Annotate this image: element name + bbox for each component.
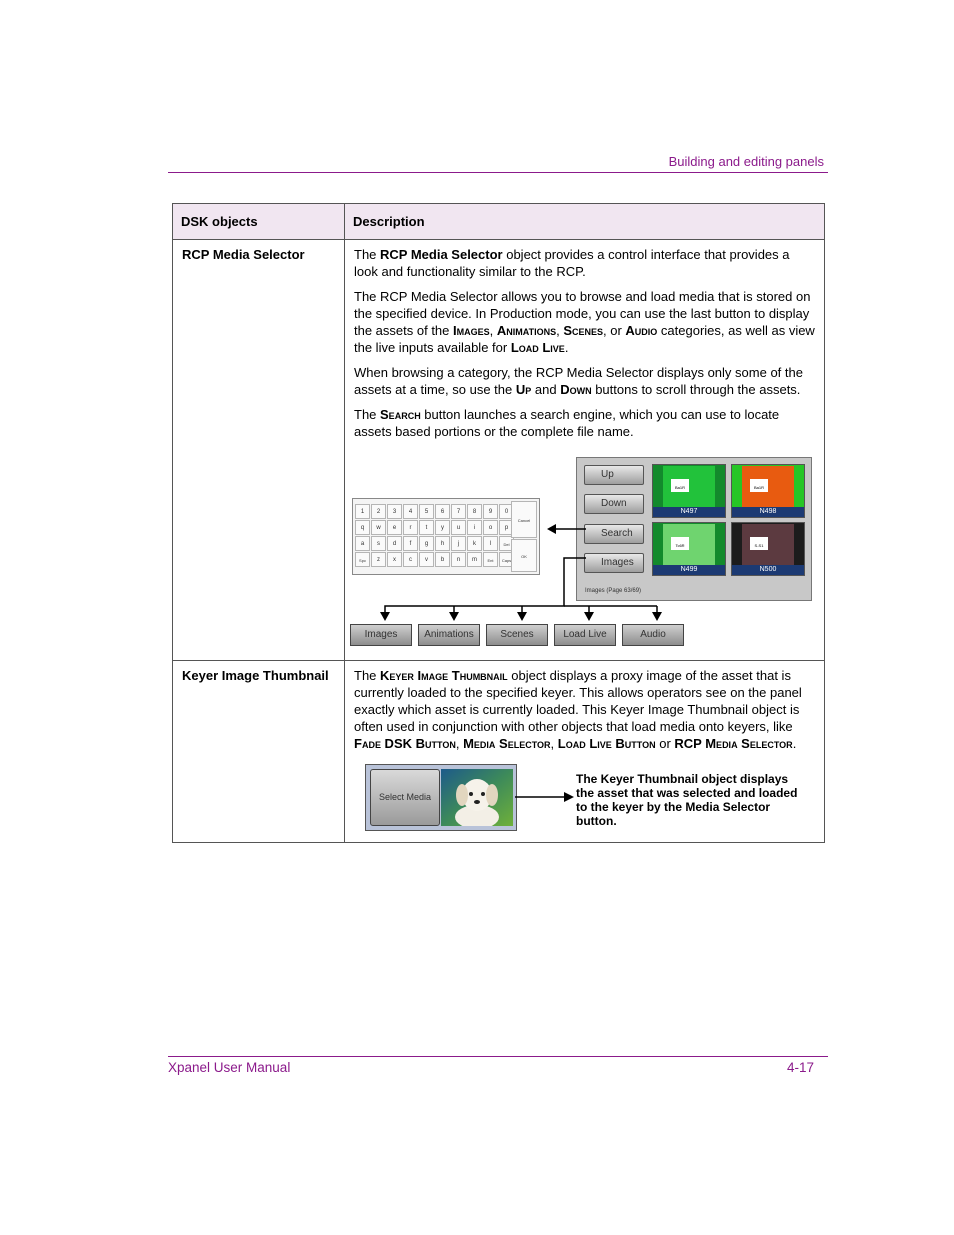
keyboard-key[interactable]: b <box>435 552 450 567</box>
keyboard-key[interactable]: m <box>467 552 482 567</box>
keyboard-key[interactable]: q <box>355 520 370 535</box>
keyboard-key[interactable]: 0 <box>499 504 514 519</box>
keyboard-key[interactable]: o <box>483 520 498 535</box>
arrow-head <box>584 612 594 621</box>
keyboard-key[interactable]: j <box>451 536 466 551</box>
object-description <box>345 240 825 661</box>
animations-category-button[interactable]: Animations <box>418 624 480 646</box>
scenes-category-button[interactable]: Scenes <box>486 624 548 646</box>
table-row <box>173 240 825 661</box>
rcp-media-selector-figure <box>354 452 816 652</box>
object-description <box>345 661 825 843</box>
images-category-button[interactable]: Images <box>350 624 412 646</box>
keyboard-key[interactable]: Spc <box>355 552 370 567</box>
keyboard-key[interactable]: 9 <box>483 504 498 519</box>
description-paragraph: When browsing a category, the RCP Media Selector displays only some of the assets at a time, so use the Up and Down buttons to scroll through the assets. <box>354 365 803 397</box>
description-paragraph: The Search button launches a search engine, which you can use to locate assets based portions or the complete file name. <box>354 407 780 439</box>
thumbnail-label: N498 <box>732 507 804 517</box>
thumbnail-tag: Ba1R <box>750 479 768 492</box>
down-button[interactable]: Down <box>584 494 644 514</box>
keyboard-key[interactable]: 8 <box>467 504 482 519</box>
ok-key[interactable]: OK <box>511 539 537 572</box>
select-media-button[interactable]: Select Media <box>370 769 440 826</box>
keyboard-key[interactable]: t <box>419 520 434 535</box>
keyboard-key[interactable]: a <box>355 536 370 551</box>
keyboard-key[interactable]: l <box>483 536 498 551</box>
thumbnail-tag: S-S1 <box>750 537 768 550</box>
keyboard-key[interactable]: v <box>419 552 434 567</box>
keyboard-key[interactable]: Del <box>499 536 514 551</box>
header-rule <box>168 172 828 173</box>
keyboard-key[interactable]: i <box>467 520 482 535</box>
object-name: RCP Media Selector <box>173 240 345 661</box>
keyboard-key[interactable]: g <box>419 536 434 551</box>
keyboard-key[interactable]: y <box>435 520 450 535</box>
thumbnail-label: N497 <box>653 507 725 517</box>
load-live-category-button[interactable]: Load Live <box>554 624 616 646</box>
arrow-head <box>449 612 459 621</box>
keyboard-key[interactable]: 3 <box>387 504 402 519</box>
keyboard-key[interactable]: Caps <box>499 552 514 567</box>
images-button[interactable]: Images <box>584 553 644 573</box>
keyboard-key[interactable]: r <box>403 520 418 535</box>
keyboard-key[interactable]: 1 <box>355 504 370 519</box>
thumbnail-label: N500 <box>732 565 804 575</box>
keyboard-key[interactable]: 6 <box>435 504 450 519</box>
col-header-objects: DSK objects <box>173 204 345 240</box>
footer-rule <box>168 1056 828 1057</box>
connector-arrows <box>354 452 816 652</box>
arrow-head <box>652 612 662 621</box>
keyer-thumbnail-object <box>365 764 517 831</box>
keyboard-key[interactable]: 7 <box>451 504 466 519</box>
cancel-key[interactable]: Cancel <box>511 501 537 538</box>
arrow-head <box>380 612 390 621</box>
object-name: Keyer Image Thumbnail <box>173 661 345 843</box>
page-number: 4-17 <box>786 1060 814 1075</box>
audio-category-button[interactable]: Audio <box>622 624 684 646</box>
keyboard-key[interactable]: c <box>403 552 418 567</box>
thumbnail-tag: Ba1R <box>671 479 689 492</box>
caption-arrow <box>515 764 577 834</box>
keyboard-key[interactable]: x <box>387 552 402 567</box>
page-indicator: Images (Page 63/69) <box>585 588 642 594</box>
keyboard-key[interactable]: f <box>403 536 418 551</box>
keyer-thumbnail-figure <box>354 764 804 834</box>
table-row <box>173 661 825 843</box>
arrow-head <box>517 612 527 621</box>
dsk-objects-table <box>172 203 825 843</box>
up-button[interactable]: Up <box>584 465 644 485</box>
keyboard-key[interactable]: 4 <box>403 504 418 519</box>
manual-title: Xpanel User Manual <box>168 1060 291 1075</box>
keyboard-key[interactable]: s <box>371 536 386 551</box>
keyboard-key[interactable]: h <box>435 536 450 551</box>
thumbnail-tag: Tc6R <box>671 537 689 550</box>
puppy-thumbnail-image <box>441 769 513 826</box>
keyboard-key[interactable]: u <box>451 520 466 535</box>
arrow-head <box>547 524 556 534</box>
description-paragraph: The Keyer Image Thumbnail object displays a proxy image of the asset that is currently loaded to the specified keyer. This allows operators see on the panel exactly which asset is currently loaded. This Keyer Image Thumbnail object is often used in conjunction with other objects that load media onto keyers, like Fade DSK Button, Media Selector, Load Live Button or RCP Media Selector. <box>354 668 802 751</box>
running-header: Building and editing panels <box>668 154 824 169</box>
keyboard-key[interactable]: w <box>371 520 386 535</box>
description-paragraph: The RCP Media Selector allows you to browse and load media that is stored on the specified device. In Production mode, you can use the last button to display the assets of the Images, Animations, Scenes, or Audio categories, as well as view the live inputs available for Load Live. <box>354 289 815 355</box>
keyboard-key[interactable]: p <box>499 520 514 535</box>
keyboard-key[interactable]: z <box>371 552 386 567</box>
keyboard-key[interactable]: 5 <box>419 504 434 519</box>
col-header-description: Description <box>345 204 825 240</box>
description-paragraph: The RCP Media Selector object provides a control interface that provides a look and functionality similar to the RCP. <box>354 247 790 279</box>
keyboard-key[interactable]: 2 <box>371 504 386 519</box>
thumbnail-label: N499 <box>653 565 725 575</box>
table-header-row <box>173 204 825 240</box>
keyboard-key[interactable]: d <box>387 536 402 551</box>
search-button[interactable]: Search <box>584 524 644 544</box>
figure-caption: The Keyer Thumbnail object displays the asset that was selected and loaded to the keyer by the Media Selector button. <box>576 772 798 828</box>
keyboard-key[interactable]: k <box>467 536 482 551</box>
keyboard-key[interactable]: e <box>387 520 402 535</box>
keyboard-key[interactable]: n <box>451 552 466 567</box>
keyboard-key[interactable]: Ent <box>483 552 498 567</box>
